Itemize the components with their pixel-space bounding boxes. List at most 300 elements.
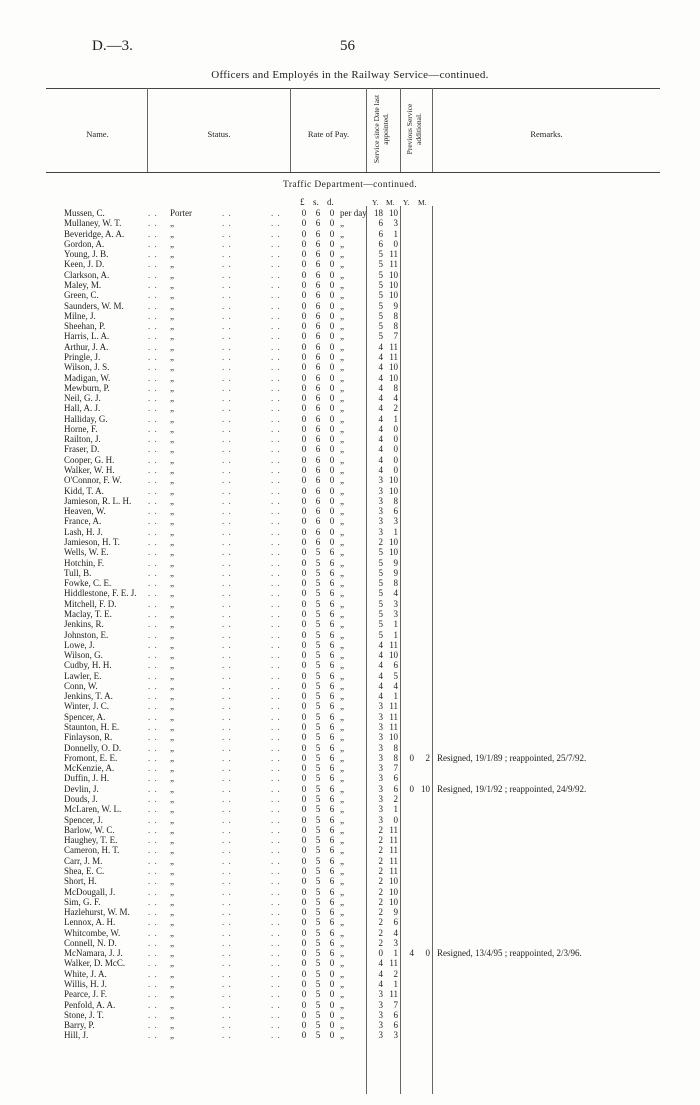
- leader-dots: . .: [148, 948, 158, 959]
- column-header-previous: Previous Service additional.: [405, 103, 423, 155]
- rate-period: „: [340, 516, 344, 527]
- employee-name: Lash, H. J.: [64, 526, 103, 537]
- employee-name: Walker, W. H.: [64, 465, 115, 475]
- rate-pence: 6: [329, 752, 335, 763]
- leader-dots: . .: [148, 711, 158, 722]
- rate-period: „: [340, 691, 344, 702]
- service-months: 8: [393, 578, 398, 589]
- rate-shillings: 5: [315, 670, 321, 681]
- employee-name: McDougall, J.: [64, 886, 116, 897]
- rate-pounds: 0: [301, 1009, 307, 1020]
- rate-pence: 0: [329, 423, 335, 434]
- rate-shillings: 5: [315, 722, 321, 732]
- employee-status: „: [170, 958, 174, 969]
- rate-period: „: [340, 341, 344, 352]
- leader-dots: . .: [222, 701, 232, 712]
- leader-dots: . .: [271, 670, 281, 681]
- employee-name: Jamieson, R. L. H.: [64, 495, 132, 506]
- unit-pounds: £: [300, 197, 305, 207]
- leader-dots: . .: [222, 423, 232, 434]
- service-months: 11: [389, 824, 398, 835]
- employee-name: Railton, J.: [64, 434, 101, 445]
- rate-pounds: 0: [301, 516, 307, 527]
- service-years: 5: [378, 321, 383, 332]
- service-years: 5: [378, 269, 383, 280]
- table-row: [0, 486, 700, 496]
- employee-name: Green, C.: [64, 290, 99, 301]
- leader-dots: . .: [148, 567, 158, 578]
- rate-period: „: [340, 948, 344, 959]
- leader-dots: . .: [271, 855, 281, 866]
- leader-dots: . .: [148, 506, 158, 517]
- rate-period: „: [340, 824, 344, 835]
- employee-status: „: [170, 516, 174, 527]
- table-row: [0, 732, 700, 742]
- service-months: 0: [393, 423, 398, 434]
- employee-status: „: [170, 876, 174, 887]
- leader-dots: . .: [222, 259, 232, 270]
- leader-dots: . .: [271, 835, 281, 846]
- leader-dots: . .: [222, 547, 232, 558]
- rate-pounds: 0: [301, 465, 307, 475]
- service-months: 9: [393, 567, 398, 578]
- rate-shillings: 5: [315, 845, 321, 856]
- service-months: 10: [389, 290, 398, 301]
- service-years: 3: [378, 763, 383, 774]
- leader-dots: . .: [148, 639, 158, 650]
- table-row: [0, 671, 700, 681]
- leader-dots: . .: [222, 228, 232, 239]
- leader-dots: . .: [271, 578, 281, 589]
- leader-dots: . .: [148, 773, 158, 784]
- table-row: [0, 979, 700, 989]
- employee-name: Barlow, W. C.: [64, 824, 115, 835]
- rate-pounds: 0: [301, 403, 307, 414]
- service-years: 4: [378, 362, 383, 373]
- rate-pence: 0: [329, 979, 335, 989]
- service-months: 8: [393, 310, 398, 321]
- rate-pence: 6: [329, 886, 335, 897]
- rate-pence: 0: [329, 465, 335, 475]
- rate-shillings: 6: [315, 362, 321, 373]
- table-row: [0, 1020, 700, 1030]
- leader-dots: . .: [148, 280, 158, 290]
- leader-dots: . .: [148, 495, 158, 506]
- service-years: 4: [378, 403, 383, 414]
- leader-dots: . .: [148, 300, 158, 311]
- table-row: [0, 259, 700, 269]
- leader-dots: . .: [271, 547, 281, 558]
- leader-dots: . .: [271, 423, 281, 434]
- rate-period: „: [340, 927, 344, 938]
- leader-dots: . .: [222, 475, 232, 486]
- service-months: 0: [393, 814, 398, 825]
- service-years: 4: [378, 423, 383, 434]
- employee-status: „: [170, 773, 174, 784]
- service-years: 3: [378, 999, 383, 1010]
- employee-status: „: [170, 290, 174, 301]
- unit-months: M.: [386, 198, 395, 207]
- rate-period: „: [340, 249, 344, 260]
- rate-pounds: 0: [301, 1020, 307, 1031]
- rate-shillings: 5: [315, 680, 321, 691]
- rate-pence: 6: [329, 907, 335, 917]
- service-months: 6: [393, 660, 398, 671]
- rate-pence: 6: [329, 588, 335, 599]
- rate-pence: 0: [329, 238, 335, 249]
- service-months: 8: [393, 495, 398, 506]
- table-row: [0, 856, 700, 866]
- employee-status: „: [170, 907, 174, 917]
- rate-pence: 6: [329, 711, 335, 722]
- employee-status: „: [170, 310, 174, 321]
- rate-shillings: 5: [315, 711, 321, 722]
- leader-dots: . .: [148, 526, 158, 537]
- rate-pence: 0: [329, 300, 335, 311]
- rate-shillings: 6: [315, 506, 321, 517]
- employee-status: „: [170, 475, 174, 486]
- rate-shillings: 6: [315, 516, 321, 527]
- employee-status: „: [170, 742, 174, 753]
- service-years: 3: [378, 495, 383, 506]
- rate-pounds: 0: [301, 249, 307, 260]
- employee-name: Lennox, A. H.: [64, 917, 116, 928]
- rate-pounds: 0: [301, 732, 307, 743]
- rate-pounds: 0: [301, 413, 307, 424]
- table-row: [0, 239, 700, 249]
- rate-pounds: 0: [301, 434, 307, 445]
- rate-pounds: 0: [301, 783, 307, 794]
- rate-period: „: [340, 382, 344, 393]
- table-row: [0, 650, 700, 660]
- rate-pounds: 0: [301, 331, 307, 342]
- rate-pounds: 0: [301, 1030, 307, 1041]
- rate-pounds: 0: [301, 824, 307, 835]
- leader-dots: . .: [222, 516, 232, 527]
- table-row: [0, 712, 700, 722]
- rate-period: „: [340, 722, 344, 732]
- rate-pounds: 0: [301, 310, 307, 321]
- service-months: 1: [393, 629, 398, 640]
- leader-dots: . .: [222, 927, 232, 938]
- leader-dots: . .: [271, 865, 281, 876]
- service-years: 2: [378, 835, 383, 846]
- service-months: 10: [389, 876, 398, 887]
- employee-status: „: [170, 341, 174, 352]
- service-years: 5: [378, 331, 383, 342]
- page-reference: D.—3.: [92, 38, 133, 54]
- employee-status: „: [170, 259, 174, 270]
- rate-period: „: [340, 989, 344, 1000]
- table-row: [0, 989, 700, 999]
- leader-dots: . .: [271, 783, 281, 794]
- rate-shillings: 5: [315, 639, 321, 650]
- employee-status: „: [170, 948, 174, 959]
- service-years: 3: [378, 1020, 383, 1031]
- employee-name: Gordon, A.: [64, 238, 105, 249]
- rate-shillings: 5: [315, 752, 321, 763]
- employee-status: „: [170, 794, 174, 804]
- table-row: [0, 630, 700, 640]
- employee-status: „: [170, 567, 174, 578]
- rate-period: „: [340, 1009, 344, 1020]
- leader-dots: . .: [271, 691, 281, 702]
- table-row: [0, 835, 700, 845]
- leader-dots: . .: [222, 454, 232, 465]
- rate-shillings: 6: [315, 413, 321, 424]
- employee-status: „: [170, 629, 174, 640]
- employee-status: „: [170, 804, 174, 815]
- employee-status: „: [170, 372, 174, 383]
- leader-dots: . .: [222, 989, 232, 1000]
- rate-period: „: [340, 403, 344, 414]
- service-years: 4: [378, 968, 383, 979]
- rate-period: „: [340, 845, 344, 856]
- service-years: 5: [378, 588, 383, 599]
- employee-name: Saunders, W. M.: [64, 300, 124, 311]
- employee-status: „: [170, 1009, 174, 1020]
- rate-period: „: [340, 537, 344, 547]
- rate-period: „: [340, 598, 344, 609]
- rate-shillings: 6: [315, 341, 321, 352]
- leader-dots: . .: [222, 557, 232, 568]
- service-years: 4: [378, 382, 383, 393]
- service-years: 4: [378, 660, 383, 671]
- rate-period: „: [340, 865, 344, 876]
- rate-shillings: 5: [315, 701, 321, 712]
- rate-pounds: 0: [301, 300, 307, 311]
- table-row: [0, 804, 700, 814]
- rate-period: „: [340, 752, 344, 763]
- leader-dots: . .: [222, 773, 232, 784]
- rate-period: „: [340, 269, 344, 280]
- service-months: 1: [393, 413, 398, 424]
- service-months: 9: [393, 300, 398, 311]
- rate-shillings: 6: [315, 526, 321, 537]
- leader-dots: . .: [222, 999, 232, 1010]
- leader-dots: . .: [222, 465, 232, 475]
- employee-name: Whitcombe, W.: [64, 927, 121, 938]
- leader-dots: . .: [148, 465, 158, 475]
- rate-period: „: [340, 979, 344, 989]
- leader-dots: . .: [271, 824, 281, 835]
- employee-status: „: [170, 783, 174, 794]
- leader-dots: . .: [222, 506, 232, 517]
- service-years: 4: [378, 979, 383, 989]
- leader-dots: . .: [148, 722, 158, 732]
- leader-dots: . .: [222, 958, 232, 969]
- employee-status: „: [170, 598, 174, 609]
- service-years: 2: [378, 886, 383, 897]
- leader-dots: . .: [222, 855, 232, 866]
- rate-pence: 6: [329, 732, 335, 743]
- service-years: 3: [378, 804, 383, 815]
- table-row: [0, 290, 700, 300]
- leader-dots: . .: [222, 896, 232, 907]
- employee-status: „: [170, 228, 174, 239]
- rate-period: „: [340, 454, 344, 465]
- service-months: 7: [393, 331, 398, 342]
- table-row: [0, 599, 700, 609]
- employee-name: Lowe, J.: [64, 639, 95, 650]
- leader-dots: . .: [222, 372, 232, 383]
- employee-status: „: [170, 465, 174, 475]
- leader-dots: . .: [271, 341, 281, 352]
- page-number: 56: [340, 38, 355, 54]
- rate-shillings: 6: [315, 331, 321, 342]
- leader-dots: . .: [222, 362, 232, 373]
- service-years: 3: [378, 814, 383, 825]
- rate-period: „: [340, 763, 344, 774]
- rate-period: „: [340, 218, 344, 229]
- table-row: [0, 845, 700, 855]
- rate-pence: 0: [329, 506, 335, 517]
- leader-dots: . .: [148, 670, 158, 681]
- leader-dots: . .: [222, 280, 232, 290]
- rate-pounds: 0: [301, 547, 307, 558]
- rate-shillings: 5: [315, 979, 321, 989]
- service-years: 4: [378, 639, 383, 650]
- employee-status: „: [170, 691, 174, 702]
- employee-status: „: [170, 968, 174, 979]
- section-heading: Traffic Department—continued.: [282, 180, 417, 190]
- rate-pence: 6: [329, 608, 335, 619]
- rate-period: „: [340, 578, 344, 589]
- rate-period: „: [340, 351, 344, 362]
- service-months: 0: [393, 454, 398, 465]
- employee-name: Hazlehurst, W. M.: [64, 907, 130, 917]
- employee-status: „: [170, 979, 174, 989]
- employee-status: „: [170, 711, 174, 722]
- service-years: 5: [378, 598, 383, 609]
- leader-dots: . .: [148, 1030, 158, 1041]
- leader-dots: . .: [222, 670, 232, 681]
- leader-dots: . .: [222, 639, 232, 650]
- leader-dots: . .: [148, 362, 158, 373]
- rate-pence: 6: [329, 855, 335, 866]
- leader-dots: . .: [222, 578, 232, 589]
- service-years: 3: [378, 526, 383, 537]
- service-months: 11: [389, 351, 398, 362]
- service-months: 10: [389, 269, 398, 280]
- rate-pounds: 0: [301, 979, 307, 989]
- leader-dots: . .: [148, 660, 158, 671]
- table-row: [0, 393, 700, 403]
- rate-shillings: 5: [315, 650, 321, 660]
- employee-status: „: [170, 485, 174, 496]
- rate-pence: 6: [329, 763, 335, 774]
- employee-name: France, A.: [64, 516, 102, 527]
- rate-shillings: 5: [315, 763, 321, 774]
- leader-dots: . .: [271, 413, 281, 424]
- rate-shillings: 6: [315, 423, 321, 434]
- employee-status: „: [170, 238, 174, 249]
- employee-name: Spencer, J.: [64, 814, 103, 825]
- employee-status: „: [170, 639, 174, 650]
- leader-dots: . .: [271, 495, 281, 506]
- rate-period: „: [340, 588, 344, 599]
- column-header-name: Name.: [86, 129, 109, 139]
- service-years: 6: [378, 218, 383, 229]
- table-row: [0, 383, 700, 393]
- rate-pounds: 0: [301, 341, 307, 352]
- rate-pounds: 0: [301, 238, 307, 249]
- leader-dots: . .: [271, 752, 281, 763]
- table-row: [0, 414, 700, 424]
- leader-dots: . .: [148, 238, 158, 249]
- service-years: 4: [378, 650, 383, 660]
- employee-name: Young, J. B.: [64, 249, 109, 260]
- rate-shillings: 6: [315, 300, 321, 311]
- rate-period: „: [340, 444, 344, 455]
- rate-shillings: 5: [315, 742, 321, 753]
- rate-pounds: 0: [301, 876, 307, 887]
- service-years: 5: [378, 578, 383, 589]
- column-header-rate: Rate of Pay.: [307, 129, 350, 139]
- employee-status: Porter: [170, 208, 192, 218]
- leader-dots: . .: [148, 249, 158, 260]
- employee-status: „: [170, 670, 174, 681]
- rate-pence: 0: [329, 269, 335, 280]
- rate-period: „: [340, 259, 344, 270]
- service-months: 2: [393, 403, 398, 414]
- rate-period: „: [340, 608, 344, 619]
- service-months: 11: [389, 701, 398, 712]
- rate-pence: 6: [329, 742, 335, 753]
- leader-dots: . .: [222, 835, 232, 846]
- leader-dots: . .: [271, 269, 281, 280]
- leader-dots: . .: [271, 238, 281, 249]
- employee-name: Mussen, C.: [64, 208, 105, 218]
- leader-dots: . .: [271, 228, 281, 239]
- service-years: 3: [378, 701, 383, 712]
- service-months: 10: [389, 208, 398, 218]
- service-years: 6: [378, 238, 383, 249]
- rate-period: „: [340, 639, 344, 650]
- rate-pounds: 0: [301, 639, 307, 650]
- service-years: 5: [378, 557, 383, 568]
- rate-pence: 0: [329, 1030, 335, 1041]
- leader-dots: . .: [271, 896, 281, 907]
- leader-dots: . .: [148, 999, 158, 1010]
- leader-dots: . .: [148, 680, 158, 691]
- leader-dots: . .: [222, 403, 232, 414]
- table-row: [0, 558, 700, 568]
- rate-pence: 0: [329, 310, 335, 321]
- leader-dots: . .: [271, 516, 281, 527]
- table-row: [0, 352, 700, 362]
- rate-period: „: [340, 475, 344, 486]
- service-months: 0: [393, 238, 398, 249]
- rate-shillings: 5: [315, 1030, 321, 1041]
- employee-name: Conn, W.: [64, 680, 98, 691]
- service-years: 3: [378, 742, 383, 753]
- service-months: 11: [389, 259, 398, 270]
- rate-period: „: [340, 711, 344, 722]
- employee-name: Neil, G. J.: [64, 393, 101, 403]
- table-row: [0, 815, 700, 825]
- rate-pence: 0: [329, 413, 335, 424]
- rate-shillings: 6: [315, 537, 321, 547]
- rate-pounds: 0: [301, 393, 307, 403]
- service-months: 10: [389, 475, 398, 486]
- service-months: 9: [393, 557, 398, 568]
- rate-pounds: 0: [301, 907, 307, 917]
- leader-dots: . .: [271, 794, 281, 804]
- table-row: [0, 229, 700, 239]
- employee-status: „: [170, 495, 174, 506]
- leader-dots: . .: [271, 937, 281, 948]
